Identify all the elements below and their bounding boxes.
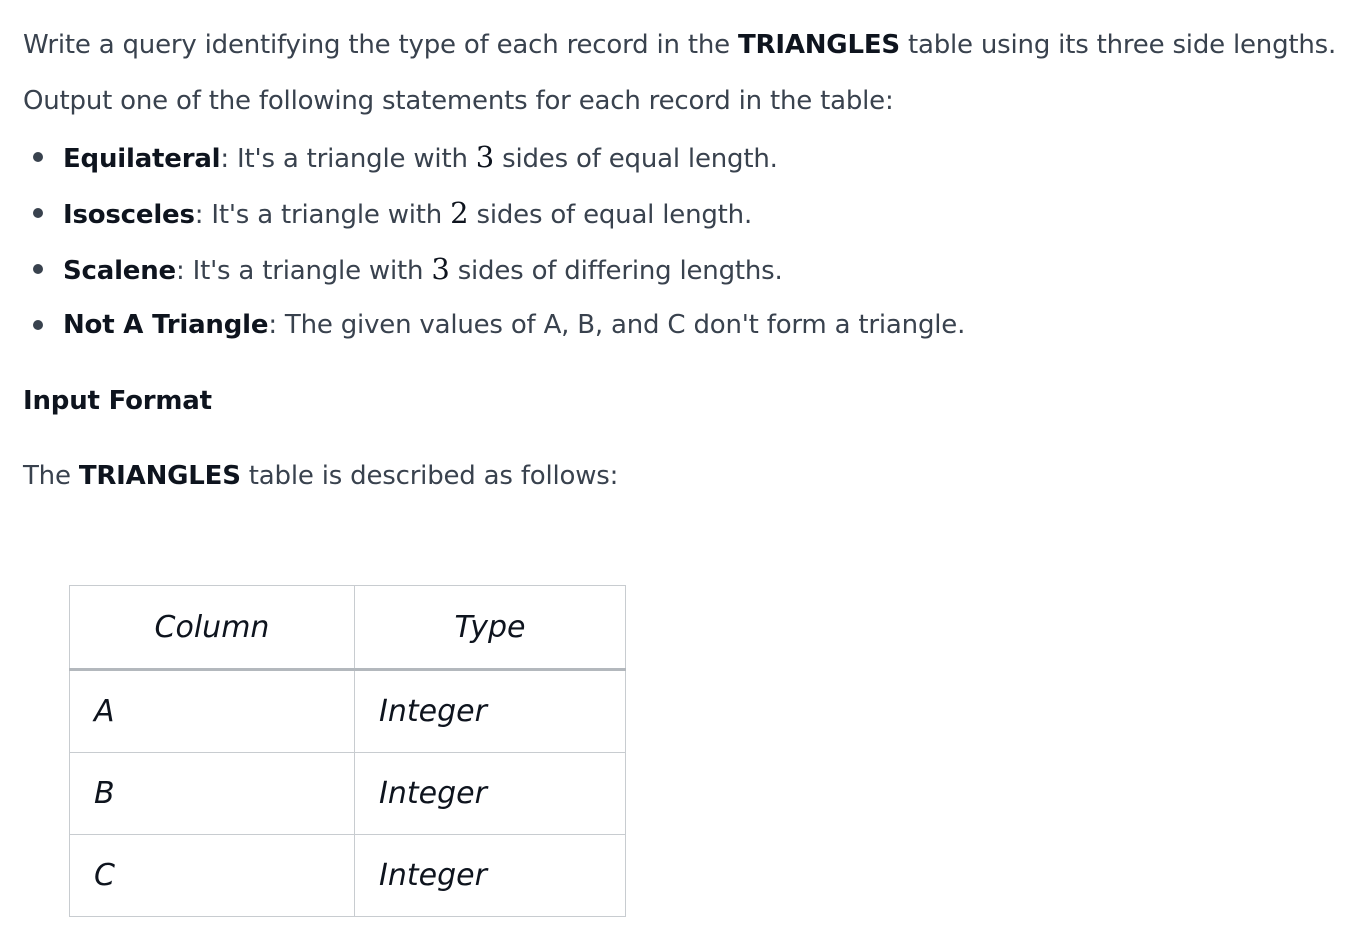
bullet-dot-icon (33, 320, 43, 330)
intro-text-suffix: table using its three side lengths. (899, 30, 1337, 60)
intro-line-1 (23, 28, 1336, 62)
bullet-number: 3 (431, 252, 450, 286)
schema-table (69, 585, 626, 917)
desc-suffix: table is described as follows: (240, 461, 619, 491)
table-row (70, 670, 626, 753)
table-row (70, 835, 626, 917)
column-cell: A (70, 670, 355, 753)
list-item (23, 252, 965, 308)
type-cell: Integer (355, 670, 626, 753)
type-cell: Integer (355, 753, 626, 835)
type-cell: Integer (355, 835, 626, 917)
table-name-bold: TRIANGLES (738, 30, 900, 60)
type-header: Type (355, 586, 626, 670)
bullet-text: : The given values of A, B, and C don't form a triangle. (268, 310, 966, 340)
intro-text-prefix: Write a query identifying the type of each record in the (23, 30, 738, 60)
bullet-term: Not A Triangle (63, 310, 269, 340)
bullet-dot-icon (33, 208, 43, 218)
table-name-bold: TRIANGLES (78, 461, 241, 491)
bullet-dot-icon (33, 152, 43, 162)
table-header-row (70, 586, 626, 670)
intro-line-2: Output one of the following statements for each record in the table: (23, 86, 894, 116)
table-description (23, 459, 618, 493)
bullet-term: Scalene (63, 256, 176, 286)
desc-prefix: The (23, 461, 79, 491)
column-cell: B (70, 753, 355, 835)
list-item (23, 308, 965, 364)
bullet-text: : It's a triangle with (194, 200, 451, 230)
table-row (70, 753, 626, 835)
bullet-text-end: sides of differing lengths. (449, 256, 783, 286)
bullet-text: : It's a triangle with (220, 144, 476, 174)
input-format-heading: Input Format (23, 386, 212, 416)
list-item (23, 140, 965, 196)
statement-list (23, 140, 965, 364)
bullet-term: Isosceles (63, 200, 195, 230)
bullet-number: 3 (475, 140, 495, 174)
bullet-term: Equilateral (63, 144, 221, 174)
column-cell: C (70, 835, 355, 917)
bullet-dot-icon (33, 264, 43, 274)
bullet-number: 2 (450, 196, 469, 230)
bullet-text-end: sides of equal length. (468, 200, 753, 230)
column-header: Column (70, 586, 355, 670)
list-item (23, 196, 965, 252)
bullet-text: : It's a triangle with (175, 256, 432, 286)
bullet-text-end: sides of equal length. (494, 144, 778, 174)
